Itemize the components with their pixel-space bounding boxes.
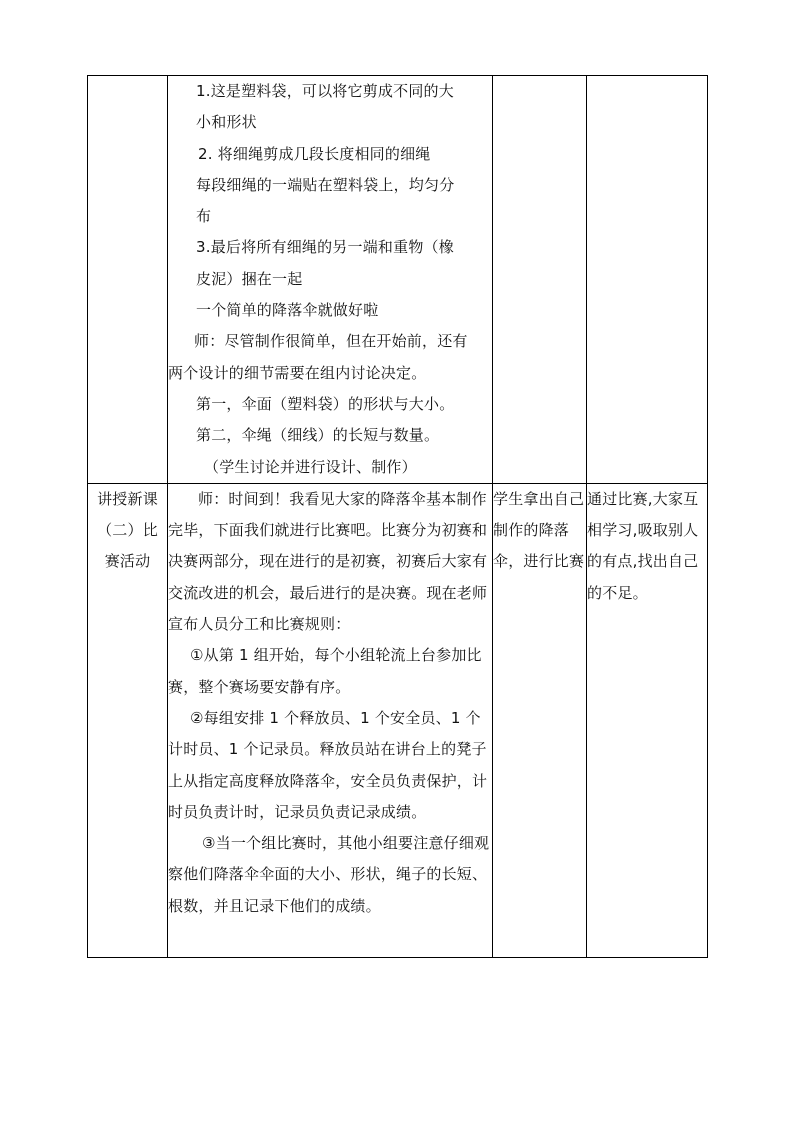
stage-cell	[88, 483, 168, 957]
text-line: （学生讨论并进行设计、制作）	[204, 457, 417, 476]
text-line: 每段细绳的一端贴在塑料袋上，均匀分	[196, 175, 455, 194]
paragraph: ③当一个组比赛时，其他小组要注意仔细观察他们降落伞伞面的大小、形状，绳子的长短、根数，并且记录下他们的成绩。	[168, 834, 490, 915]
text-line: 一个简单的降落伞就做好啦	[196, 301, 379, 320]
text-line: 1.这是塑料袋，可以将它剪成不同的大	[196, 82, 454, 100]
lesson-plan-table	[87, 75, 708, 958]
text-line: 第一，伞面（塑料袋）的形状与大小。	[196, 394, 455, 413]
content-cell	[168, 76, 493, 484]
paragraph: ②每组安排 1 个释放员、1 个安全员、1 个计时员、1 个记录员。释放员站在讲台上的凳子上从指定高度释放降落伞，安全员负责保护，计时员负责计时，记录员负责记录成绩。	[168, 708, 488, 821]
table-row	[88, 483, 708, 957]
design-intent-cell: 通过比赛,大家互相学习,吸取别人的有点,找出自己的不足。	[587, 483, 708, 957]
text-line: 师：尽管制作很简单，但在开始前，还有	[194, 332, 468, 351]
text-line: 2. 将细绳剪成几段长度相同的细绳	[198, 144, 431, 163]
stage-line: （二）比	[97, 521, 158, 540]
paragraph: ①从第 1 组开始，每个小组轮流上台参加比赛，整个赛场要安静有序。	[168, 646, 482, 696]
text-line: 两个设计的细节需要在组内讨论决定。	[168, 363, 427, 382]
text-line: 3.最后将所有细绳的另一端和重物（橡	[196, 238, 454, 257]
stage-cell	[88, 76, 168, 484]
content-cell	[168, 483, 493, 957]
stage-line: 赛活动	[104, 552, 151, 571]
paragraph: 师：时间到！我看见大家的降落伞基本制作完毕，下面我们就进行比赛吧。比赛分为初赛和决赛两部分，现在进行的是初赛，初赛后大家有交流改进的机会，最后进行的是决赛。现在老师宣布人员分工和比赛规则：	[168, 489, 488, 634]
text-line: 皮泥）捆在一起	[196, 269, 303, 288]
student-activity-cell	[493, 76, 587, 484]
text-line: 布	[196, 207, 212, 226]
design-intent-cell	[587, 76, 708, 484]
student-activity-cell: 学生拿出自己制作的降落伞，进行比赛	[493, 483, 587, 957]
table-row	[88, 76, 708, 484]
text-line: 小和形状	[196, 113, 257, 132]
text-line: 第二，伞绳（细线）的长短与数量。	[196, 426, 440, 445]
stage-line: 讲授新课	[97, 489, 158, 508]
